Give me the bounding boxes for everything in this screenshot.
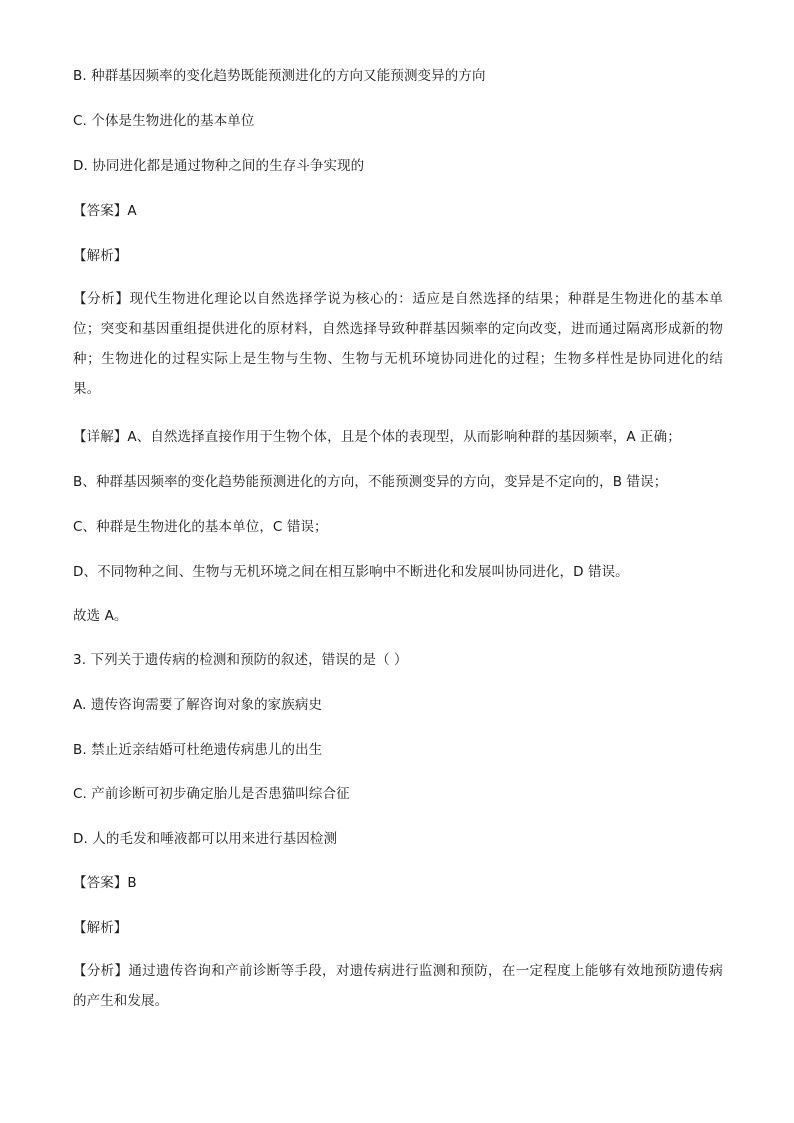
q3-fenxi-paragraph: 【分析】通过遗传咨询和产前诊断等手段，对遗传病进行监测和预防，在一定程度上能够有效地预防遗传病的产生和发展。	[73, 963, 723, 1009]
q3-option-c: C. 产前诊断可初步确定胎儿是否患猫叫综合征	[73, 786, 350, 802]
q2-option-b: B. 种群基因频率的变化趋势既能预测进化的方向又能预测变异的方向	[73, 68, 486, 84]
q3-option-d: D. 人的毛发和唾液都可以用来进行基因检测	[73, 831, 338, 847]
q2-answer: 【答案】A	[73, 203, 137, 219]
q2-detail-a: 【详解】A、自然选择直接作用于生物个体，且是个体的表现型，从而影响种群的基因频率，A 正确；	[73, 429, 681, 445]
q2-option-d: D. 协同进化都是通过物种之间的生存斗争实现的	[73, 158, 365, 174]
q2-detail-c: C、种群是生物进化的基本单位，C 错误；	[73, 519, 328, 535]
q3-option-b: B. 禁止近亲结婚可杜绝遗传病患儿的出生	[73, 742, 323, 758]
q2-detail-b: B、种群基因频率的变化趋势能预测进化的方向，不能预测变异的方向，变异是不定向的，B 错误；	[73, 474, 668, 490]
q2-analysis-heading: 【解析】	[73, 248, 128, 264]
q2-detail-d: D、不同物种之间、生物与无机环境之间在相互影响中不断进化和发展叫协同进化，D 错误。	[73, 564, 629, 580]
q3-answer: 【答案】B	[73, 875, 137, 891]
q3-stem: 3. 下列关于遗传病的检测和预防的叙述，错误的是（ ）	[73, 652, 408, 668]
q2-fenxi-paragraph: 【分析】现代生物进化理论以自然选择学说为核心的：适应是自然选择的结果；种群是生物进化的基本单位；突变和基因重组提供进化的原材料，自然选择导致种群基因频率的定向改变，进而通过隔离形成新的物种；生物进化的过程实际上是生物与生物、生物与无机环境协同进化的过程；生物多样性是协同进化的结果。	[73, 291, 723, 397]
q3-option-a: A. 遗传咨询需要了解咨询对象的家族病史	[73, 697, 323, 713]
q3-analysis-heading: 【解析】	[73, 920, 128, 936]
q2-option-c: C. 个体是生物进化的基本单位	[73, 113, 255, 129]
q2-conclusion: 故选 A。	[73, 608, 128, 624]
